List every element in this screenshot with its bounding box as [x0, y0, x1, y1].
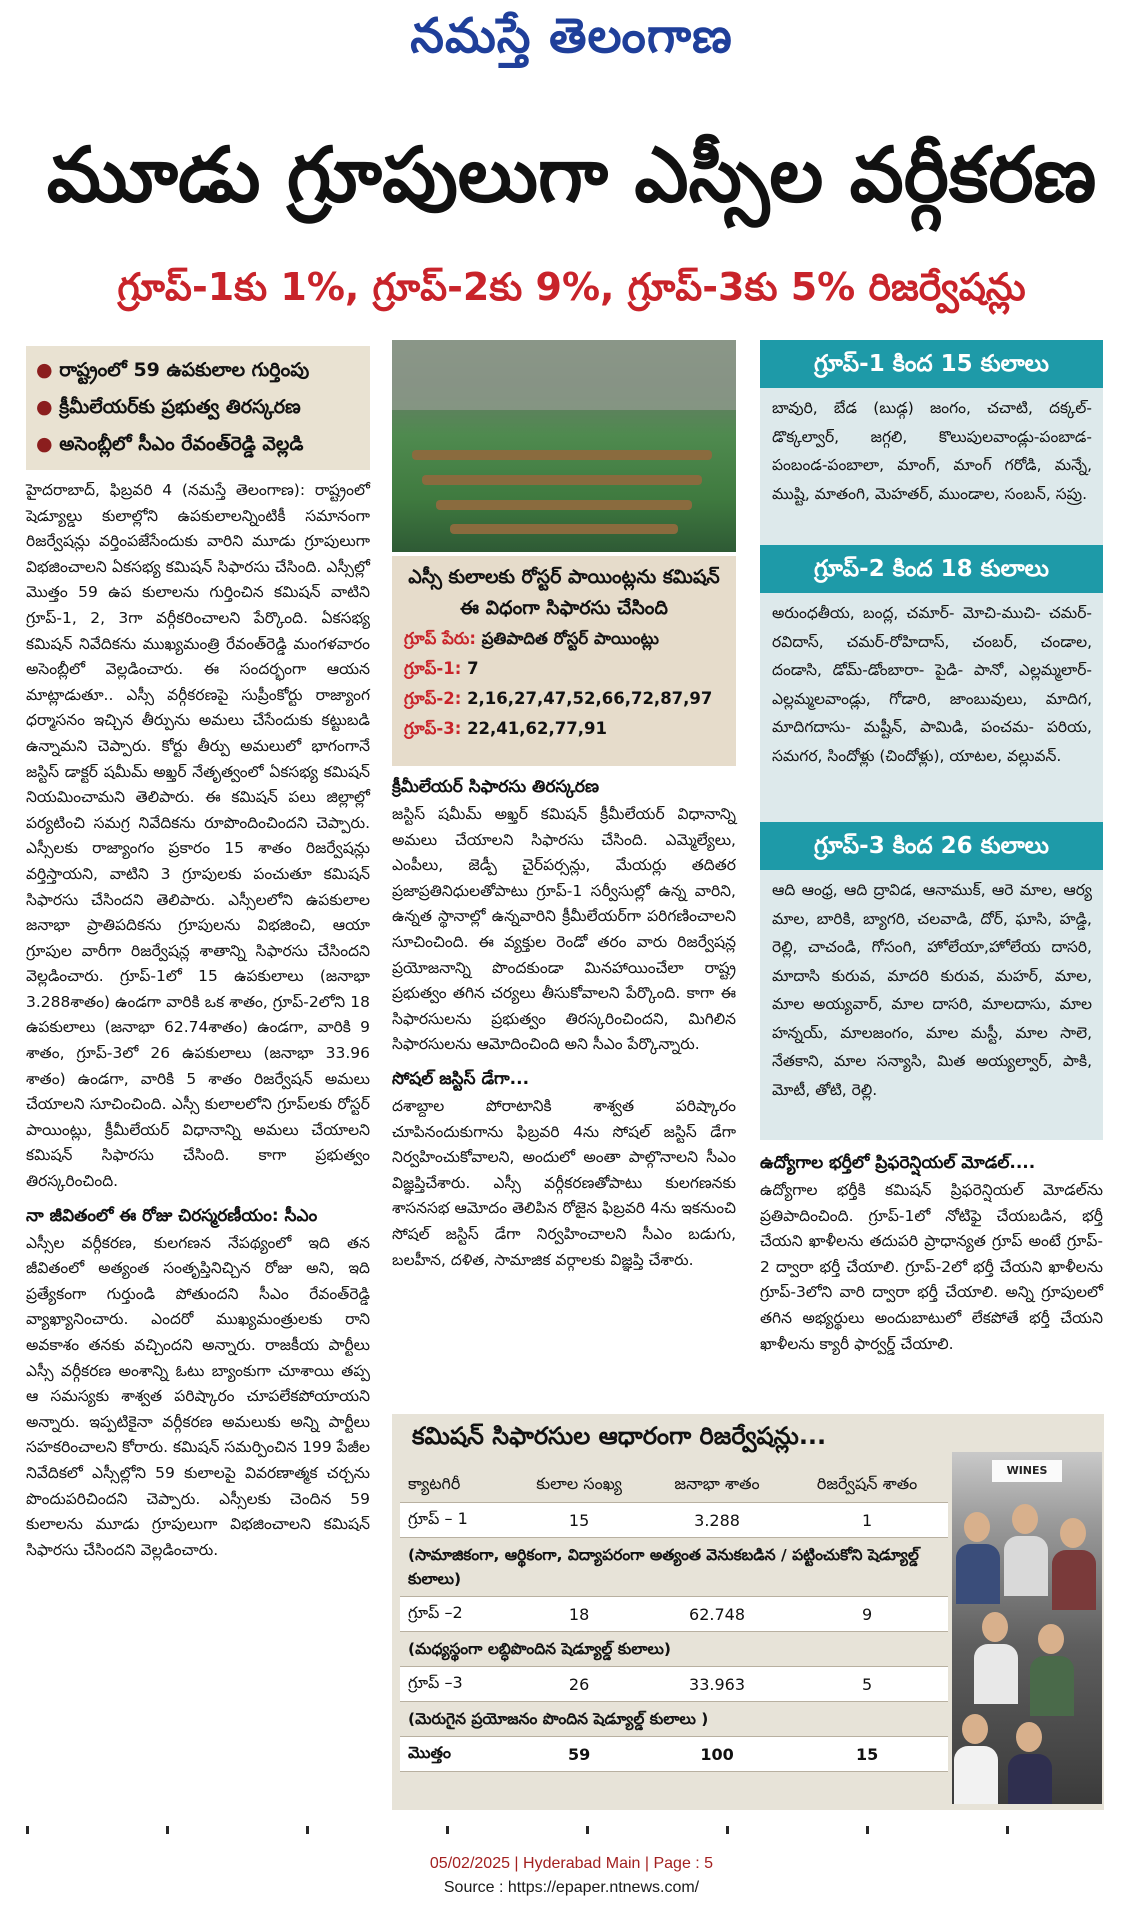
table-row: [400, 1503, 948, 1538]
table-header: క్యాటగిరీ: [400, 1468, 510, 1503]
table-cell: 5: [786, 1667, 948, 1702]
article-body-2: ఎస్సీల వర్గీకరణ, కులగణన నేపథ్యంలో ఇది తన జీవితంలో అత్యంత సంతృప్తినిచ్చిన రోజు అని, ఇది ప్రత్యేకంగా గుర్తుండి పోతుందని సీఎం రేవంత్‌రెడ్డి వ్యాఖ్యానించారు. ఎందరో ముఖ్యమంత్రులకు రాని అవకాశం తనకు వచ్చిందని అన్నారు. రాజకీయ పార్టీలు ఎస్సీ వర్గీకరణ అంశాన్ని ఓటు బ్యాంకుగా చూశాయి తప్ప ఆ సమస్యకు శాశ్వత పరిష్కారం చూపలేకపోయాయని అన్నారు. ఇప్పటికైనా వర్గీకరణ అమలుకు అన్ని పార్టీలు సహకరించాలని కోరారు. కమిషన్ సమర్పించిన 199 పేజీల నివేదికలో ఎస్సీల్లోని 59 కులాలపై వివరణాత్మక చర్చను పొందుపరిచిందని చెప్పారు. ఎస్సీలకు చెందిన 59 కులాలను మూడు గ్రూపులుగా విభజించాలని కమిషన్ సిఫారసు చేసిందని వెల్లడించారు.: [26, 1233, 370, 1559]
table-cell: 15: [786, 1737, 948, 1772]
table-note-row: [400, 1632, 948, 1667]
group-3-title: గ్రూప్-3 కింద 26 కులాలు: [760, 822, 1103, 870]
article-body: ఉద్యోగాల భర్తీకి కమిషన్ ప్రిఫరెన్షియల్ మోడల్‌ను ప్రతిపాదించింది. గ్రూప్-1లో నోటిఫై చేయబడిన, భర్తీ చేయని ఖాళీలను తదుపరి ప్రాధాన్యత గ్రూప్ అంటే గ్రూప్- 2 ద్వారా భర్తీ చేయాలి. గ్రూప్-2లో భర్తీ చేయని ఖాళీలను గ్రూప్-3లోని వారి ద్వారా భర్తీ చేయాలి. అన్ని గ్రూపులలో తగిన అభ్యర్థులు అందుబాటులో లేకపోతే భర్తీ చేయని ఖాళీలను క్యారీ ఫార్వర్డ్ చేయాలి.: [760, 1181, 1103, 1353]
table-note-row: [400, 1702, 948, 1737]
group-1-title: గ్రూప్-1 కింద 15 కులాలు: [760, 340, 1103, 388]
group-1-castes: బావురి, బేడ (బుడ్గ) జంగం, చచాటి, దక్కల్- డొక్కల్వార్, జగ్గలి, కొలుపులవాండ్లు-పంబాడ-పంబండ-పంబాలా, మాంగ్, మాంగ్ గరోడి, మన్నే, ముష్టి, మాతంగి, మెహతర్, ముండాల, సంబన్, సప్రు.: [772, 399, 1092, 503]
article-subhead: సోషల్ జస్టిస్ డేగా...: [392, 1068, 530, 1089]
highlights-box: [26, 346, 370, 470]
group-2-castes: అరుంధతీయ, బంద్ల, చమార్- మోచి-ముచి- చమర్-రవిదాస్, చమర్-రోహిదాస్, చంబర్, చండాల, దండాసి, డోమ్-డోంబారా- పైడి- పానో, ఎల్లమ్మలార్-ఎల్లమ్మలవాండ్లు, గోడారి, జాంబువులు, మాదిగ, మాదిగదాసు- మష్టీన్, పామిడి, పంచమ- పరియ, సమగర, సిందోళ్లు (చిందోళ్లు), యాటల, వల్లువన్.: [772, 604, 1092, 765]
table-cell: 26: [510, 1667, 648, 1702]
table-title: కమిషన్ సిఫారసుల ఆధారంగా రిజర్వేషన్లు...: [412, 1422, 827, 1450]
footer-source-link[interactable]: Source : https://epaper.ntnews.com/: [443, 1879, 700, 1896]
roster-row: [404, 654, 724, 684]
table-cell: గ్రూప్ –3: [400, 1667, 510, 1702]
roster-title: ఎస్సీ కులాలకు రోస్టర్ పాయింట్లను కమిషన్ ఈ విధంగా సిఫారసు చేసింది: [408, 566, 720, 619]
table-cell: 62.748: [648, 1597, 786, 1632]
article-subhead: క్రీమీలేయర్ సిఫారసు తిరస్కరణ: [392, 777, 600, 797]
roster-label: గ్రూప్-2:: [404, 689, 462, 708]
roster-value: 7: [467, 659, 479, 678]
table-note: (సామాజికంగా, ఆర్థికంగా, విద్యాపరంగా అత్యంత వెనుకబడిన / పట్టించుకోని షెడ్యూల్డ్ కులాలు): [400, 1538, 948, 1597]
roster-value: 2,16,27,47,52,66,72,87,97: [467, 689, 713, 708]
left-column: [26, 478, 370, 1563]
highlight-item: ● రాష్ట్రంలో 59 ఉపకులాల గుర్తింపు: [36, 352, 360, 389]
group-3-castes: ఆది ఆంధ్ర, ఆది ద్రావిడ, ఆనాముక్, ఆరె మాల, ఆర్య మాల, బారికి, బ్యాగరి, చలవాడి, దోర్, ఘాసి, హడ్డి, రెల్లి, చాచండి, గోసంగి, హోలేయా,హోలేయ దాసరి, మాదాసి కురువ, మాదరి కురువ, మహర్, మాల, మాల అయ్యవార్, మాల దాసరి, మాలదాసు, మాల హన్నయ్, మాలజంగం, మాల మస్టీ, మాల సాలె, నేతకాని, మాల సన్యాసి, మిత అయ్యల్వార్, పాకి, మోటీ, తోటి, రెల్లి.: [772, 881, 1092, 1099]
table-cell: మొత్తం: [400, 1737, 510, 1772]
roster-header: [404, 624, 724, 654]
masthead-logo: నమస్తే తెలంగాణ: [410, 8, 733, 64]
table-row: [400, 1667, 948, 1702]
article-subhead: ఉద్యోగాల భర్తీలో ప్రిఫరెన్షియల్ మోడల్....: [760, 1153, 1036, 1173]
roster-label: గ్రూప్-3:: [404, 719, 462, 738]
roster-header-value: ప్రతిపాదిత రోస్టర్ పాయింట్లు: [481, 629, 659, 648]
table-cell: 9: [786, 1597, 948, 1632]
highlight-item: ● అసెంబ్లీలో సీఎం రేవంత్‌రెడ్డి వెల్లడి: [36, 426, 360, 463]
table-cell: 33.963: [648, 1667, 786, 1702]
table-cell: 3.288: [648, 1503, 786, 1538]
table-header: కులాల సంఖ్య: [510, 1468, 648, 1503]
highlight-item: ● క్రీమీలేయర్‌కు ప్రభుత్వ తిరస్కరణ: [36, 389, 360, 426]
middle-column: [392, 772, 736, 1273]
page-footer: [0, 1852, 1143, 1900]
table-total-row: [400, 1737, 948, 1772]
table-cell: 100: [648, 1737, 786, 1772]
roster-row: [404, 684, 724, 714]
roster-label: గ్రూప్-1:: [404, 659, 462, 678]
roster-row: [404, 714, 724, 744]
assembly-photo: [392, 340, 736, 552]
right-column: [760, 1148, 1103, 1357]
table-note: (మెరుగైన ప్రయోజనం పొందిన షెడ్యూల్డ్ కులాలు ): [400, 1702, 948, 1737]
wines-sign: WINES: [992, 1460, 1062, 1482]
table-note-row: [400, 1538, 948, 1597]
footer-date-edition: 05/02/2025 | Hyderabad Main | Page : 5: [429, 1855, 714, 1872]
article-body: జస్టిస్ షమీమ్ అఖ్తర్ కమిషన్ క్రీమీలేయర్ విధానాన్ని అమలు చేయాలని సిఫారసు చేసింది. ఎమ్మెల్యేలు, ఎంపీలు, జెడ్పీ చైర్‌పర్సన్లు, మేయర్లు తదితర ప్రజాప్రతినిధులతోపాటు గ్రూప్-1 సర్వీసుల్లో ఉన్న వారిని, ఉన్నత స్థానాల్లో ఉన్నవారిని క్రీమీలేయర్‌గా పరిగణించాలని సూచించింది. ఈ వ్యక్తుల రెండో తరం వారు రిజర్వేషన్ల ప్రయోజనాన్ని పొందకుండా మినహాయించేలా రాష్ట్ర ప్రభుత్వం తగిన చర్యలు తీసుకోవాలని పేర్కొంది. కాగా ఈ సిఫారసులను ప్రభుత్వం తిరస్కరించిందని, మిగిలిన సిఫారసులను ఆమోదించింది అని సీఎం పేర్కొన్నారు.: [392, 805, 736, 1054]
table-note: (మధ్యస్థంగా లబ్ధిపొందిన షెడ్యూల్డ్ కులాలు): [400, 1632, 948, 1667]
crowd-photo: [952, 1452, 1102, 1804]
caste-groups-box: [760, 340, 1103, 1140]
table-row: [400, 1597, 948, 1632]
subheadline: గ్రూప్-1కు 1%, గ్రూప్-2కు 9%, గ్రూప్-3కు 5% రిజర్వేషన్లు: [117, 265, 1026, 309]
article-body: దశాబ్దాల పోరాటానికి శాశ్వత పరిష్కారం చూపినందుకుగాను ఫిబ్రవరి 4ను సోషల్ జస్టిస్ డేగా నిర్వహించుకోవాలని, అందులో అంతా పాల్గొనాలని సీఎం విజ్ఞప్తిచేశారు. ఎస్సీ వర్గీకరణతోపాటు కులగణనకు శాసనసభ ఆమోదం తెలిపిన రోజైన ఫిబ్రవరి 4ను ఇకనుంచి సోషల్ జస్టిస్ డేగా నిర్వహించాలని సీఎం బడుగు, బలహీన, దళిత, సామాజిక వర్గాలకు విజ్ఞప్తి చేశారు.: [392, 1096, 736, 1269]
table-cell: గ్రూప్ –2: [400, 1597, 510, 1632]
table-cell: గ్రూప్ – 1: [400, 1503, 510, 1538]
reservation-table: [400, 1468, 948, 1772]
group-2-title: గ్రూప్-2 కింద 18 కులాలు: [760, 545, 1103, 593]
table-header: రిజర్వేషన్ శాతం: [786, 1468, 948, 1503]
table-cell: 18: [510, 1597, 648, 1632]
roster-points-box: [392, 556, 736, 766]
article-body: హైదరాబాద్, ఫిబ్రవరి 4 (నమస్తే తెలంగాణ): రాష్ట్రంలో షెడ్యూల్డు కులాల్లోని ఉపకులాలన్నింటికీ సమానంగా రిజర్వేషన్లు వర్తింపజేసేందుకు వారిని మూడు గ్రూపులుగా విభజించాలని ఏకసభ్య కమిషన్ సిఫారసు చేసింది. ఎస్సీల్లో మొత్తం 59 ఉప కులాలను గుర్తించిన కమిషన్ వాటిని గ్రూప్-1, 2, 3గా వర్గీకరించాలని పేర్కొంది. ఏకసభ్య కమిషన్ నివేదికను ముఖ్యమంత్రి రేవంత్‌రెడ్డి మంగళవారం అసెంబ్లీలో వెల్లడించారు. ఈ సందర్భంగా ఆయన మాట్లాడుతూ.. ఎస్సీ వర్గీకరణపై సుప్రీంకోర్టు రాజ్యాంగ ధర్మాసనం ఇచ్చిన తీర్పును అమలు చేసేందుకు కట్టుబడి ఉన్నామని చెప్పారు. కోర్టు తీర్పు అమలులో భాగంగానే జస్టిస్ డాక్టర్ షమీమ్ అఖ్తర్ నేతృత్వంలో ఏకసభ్య కమిషన్ నియమించామని తెలిపారు. ఈ కమిషన్ పలు జిల్లాల్లో పర్యటించి సమగ్ర నివేదికను రూపొందించిందని చెప్పారు. ఎస్సీలకు రాజ్యాంగం ప్రకారం 15 శాతం రిజర్వేషన్లు వర్తిస్తాయని, వాటిని 3 గ్రూపులకు పంచుతూ కమిషన్ సిఫారసు చేసిందని తెలిపారు. ఎస్సీలలోని ఉపకులాల జనాభా ప్రాతిపదికను గ్రూపులను విభజించి, ఆయా గ్రూపుల వారీగా రిజర్వేషన్ల శాతాన్ని సిఫారసు చేసిందని వెల్లడించారు. గ్రూప్-1లో 15 ఉపకులాలు (జనాభా 3.288శాతం) ఉండగా వారికి ఒక శాతం, గ్రూప్-2లోని 18 ఉపకులాలు (జనాభా 62.74శాతం) ఉండగా, వారికి 9 శాతం, గ్రూప్-3లో 26 ఉపకులాలు (జనాభా 33.96 శాతం) ఉండగా, వారికి 5 శాతం రిజర్వేషన్ అమలు చేయాలని సూచించింది. ఎస్సీ కులాలలోని గ్రూప్‌లకు రోస్టర్ పాయింట్లు, క్రీమీలేయర్ విధానాన్ని అమలు చేయాలని కమిషన్ సిఫారసు చేసింది. కాగా ప్రభుత్వం తిరస్కరించింది.: [26, 481, 370, 1191]
table-cell: 15: [510, 1503, 648, 1538]
article-subhead: నా జీవితంలో ఈ రోజు చిరస్మరణీయం: సీఎం: [26, 1205, 318, 1226]
table-header: జనాభా శాతం: [648, 1468, 786, 1503]
table-cell: 1: [786, 1503, 948, 1538]
table-header-row: [400, 1468, 948, 1503]
roster-value: 22,41,62,77,91: [467, 719, 607, 738]
table-cell: 59: [510, 1737, 648, 1772]
clipped-text-edge: [26, 1826, 1104, 1834]
headline: మూడు గ్రూపులుగా ఎస్సీల వర్గీకరణ: [46, 130, 1097, 219]
roster-header-label: గ్రూప్ పేరు:: [404, 629, 476, 648]
